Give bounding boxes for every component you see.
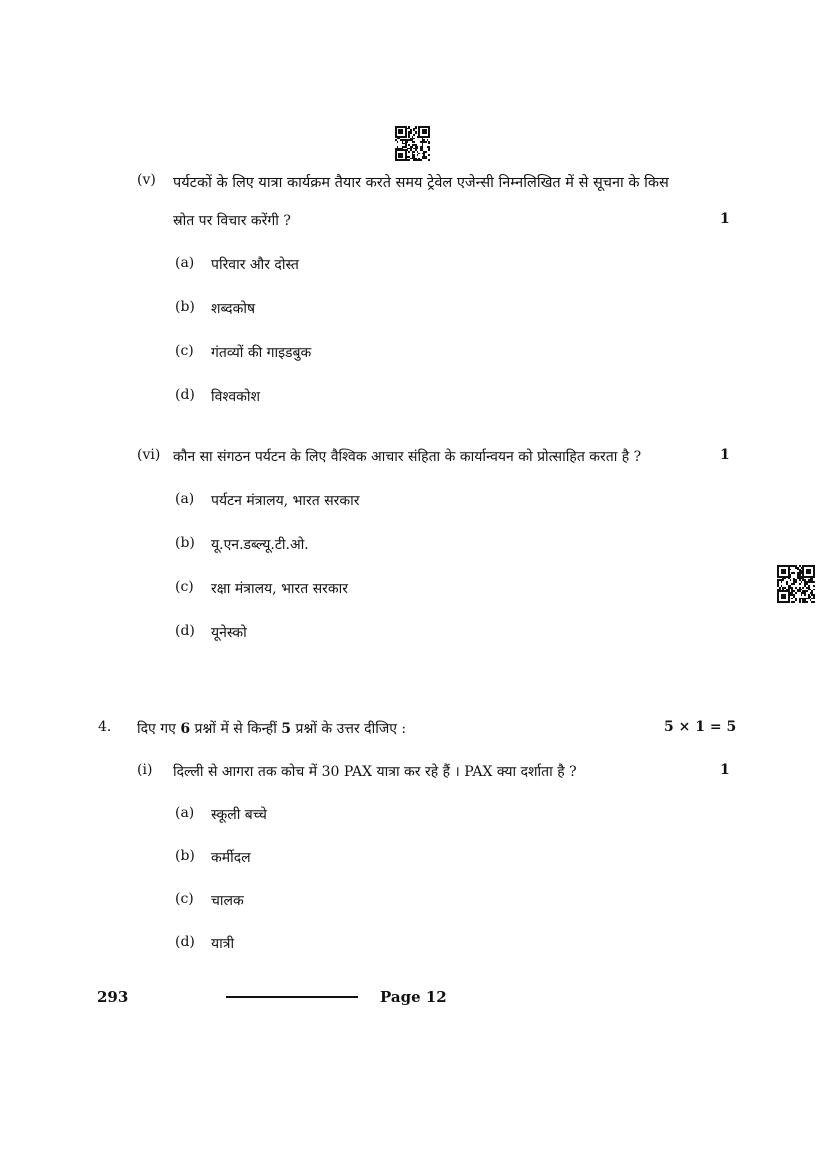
instruction-text: दिए गए — [137, 721, 181, 737]
option-text: शब्दकोष — [211, 301, 256, 317]
question-v-text-line2: स्रोत पर विचार करेंगी ? — [173, 213, 291, 229]
question-vi-number: (vi) — [137, 447, 161, 463]
question-v-number: (v) — [137, 172, 156, 188]
qr-code-top — [395, 126, 430, 161]
option-label: (a) — [175, 805, 195, 821]
instruction-text: प्रश्नों में से किन्हीं — [190, 721, 282, 737]
section-marks: 5 × 1 = 5 — [664, 719, 737, 735]
option-text: यूनेस्को — [211, 625, 247, 641]
qr-code-side — [777, 565, 815, 603]
option-label: (d) — [175, 387, 195, 403]
option-label: (d) — [175, 934, 195, 950]
option-label: (a) — [175, 491, 195, 507]
option-text: परिवार और दोस्त — [211, 257, 299, 273]
question-vi-text: कौन सा संगठन पर्यटन के लिए वैश्विक आचार संहिता के कार्यान्वयन को प्रोत्साहित करता है ? — [173, 449, 642, 465]
option-text: यात्री — [211, 936, 235, 952]
option-label: (c) — [175, 343, 194, 359]
question-i-marks: 1 — [720, 762, 730, 778]
option-label: (b) — [175, 848, 195, 864]
instruction-number: 5 — [281, 721, 292, 737]
option-text: रक्षा मंत्रालय, भारत सरकार — [211, 581, 348, 597]
question-i-text: दिल्ली से आगरा तक कोच में 30 PAX यात्रा कर रहे हैं । PAX क्या दर्शाता है ? — [173, 764, 577, 780]
section-instruction — [137, 719, 406, 738]
option-label: (a) — [175, 255, 195, 271]
question-vi-marks: 1 — [720, 447, 730, 463]
option-text: पर्यटन मंत्रालय, भारत सरकार — [211, 493, 360, 509]
question-v-text-line1: पर्यटकों के लिए यात्रा कार्यक्रम तैयार करते समय ट्रेवेल एजेन्सी निम्नलिखित में से सूचना के किस — [173, 175, 669, 191]
instruction-text: प्रश्नों के उत्तर दीजिए : — [291, 721, 407, 737]
option-text: विश्वकोश — [211, 389, 261, 405]
page-number: Page 12 — [380, 988, 447, 1006]
footer-divider — [226, 996, 358, 998]
option-text: गंतव्यों की गाइडबुक — [211, 345, 312, 361]
option-text: स्कूली बच्चे — [211, 807, 267, 823]
paper-code: 293 — [97, 988, 129, 1006]
option-label: (c) — [175, 579, 194, 595]
instruction-number: 6 — [180, 721, 191, 737]
question-i-number: (i) — [137, 762, 153, 778]
option-label: (d) — [175, 623, 195, 639]
option-label: (b) — [175, 299, 195, 315]
option-text: यू.एन.डब्ल्यू.टी.ओ. — [211, 537, 309, 553]
question-v-marks: 1 — [720, 211, 730, 227]
option-label: (b) — [175, 535, 195, 551]
option-label: (c) — [175, 891, 194, 907]
section-number: 4. — [98, 719, 112, 735]
option-text: चालक — [211, 893, 244, 909]
option-text: कर्मीदल — [211, 850, 251, 866]
